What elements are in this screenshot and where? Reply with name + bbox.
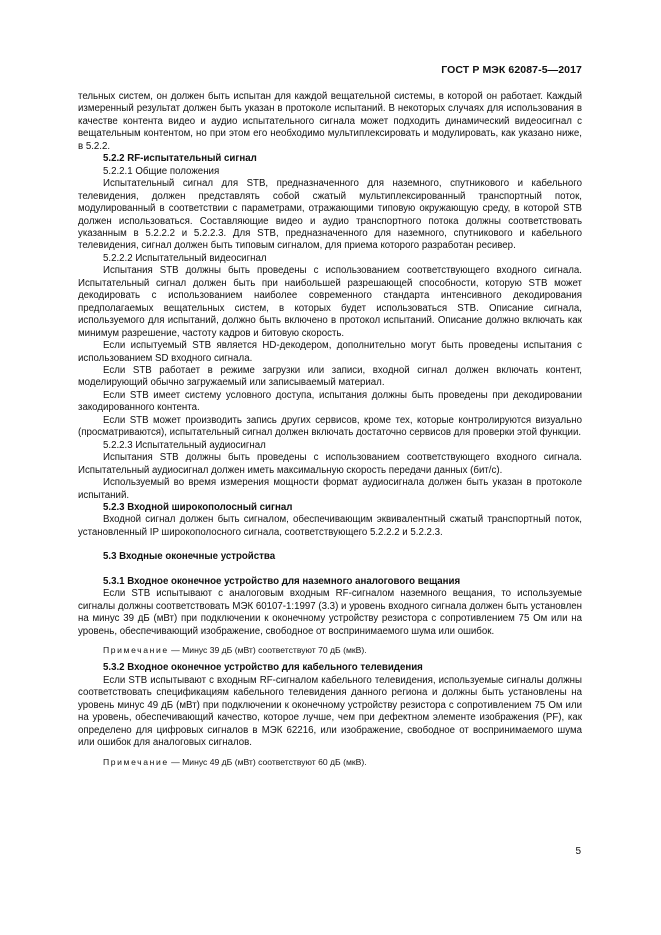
note-label: Примечание (103, 645, 169, 656)
subsection-heading-5-2-2-3: 5.2.2.3 Испытательный аудиосигнал (103, 439, 266, 451)
page-number: 5 (575, 846, 581, 857)
paragraph-record-services: Если STB может производить запись других сервисов, кроме тех, которые контролируются визуально (просматриваются), испытательный сигнал должен включать достаточно сервисов для проверки этой функции. (78, 414, 582, 439)
note-2 (78, 756, 582, 768)
subsection-heading-5-2-2-2: 5.2.2.2 Испытательный видеосигнал (103, 252, 267, 264)
note-text: Минус 39 дБ (мВт) соответствуют 70 дБ (мкВ). (182, 645, 367, 656)
paragraph-audio-format: Используемый во время измерения мощности формат аудиосигнала должен быть указан в протоколе испытаний. (78, 477, 582, 501)
note-dash: — (171, 645, 180, 656)
paragraph-cable-tv: Если STB испытывают с входным RF-сигналом кабельного телевидения, используемые сигналы должны соответствовать спецификациям кабельного телевидения данного региона и должны быть установлены на уровень минус 49 дБ (мВт) при подключении к оконечному устройству резистора с сопротивлением 75 Ом или на уровень, обеспечивающий качество, которое лучше, чем при дефектном элементе изображения (PF), как определено для цифровых сигналов в МЭК 62216, или изображение, свободное от воспринимаемого шума или ошибок для аналоговых сигналов. (78, 674, 582, 749)
section-heading-5-2-2: 5.2.2 RF-испытательный сигнал (103, 153, 257, 165)
subsection-heading-5-2-2-1: 5.2.2.1 Общие положения (103, 165, 220, 177)
paragraph-video-signal: Испытания STB должны быть проведены с использованием соответствующего входного сигнала. Испытательный сигнал должен быть при наибольшей разрешающей способности, которую STB может декодировать с использованием наиболее современного стандарта интенсивного декодирования предполагаемых вещательных систем, в которых будет использоваться STB. Описание сигнала, используемого для испытаний, должно быть включено в протокол испытаний. Описание должно включать как минимум разрешение, частоту кадров и битовую скорость. (78, 265, 582, 339)
note-1 (78, 644, 582, 656)
section-heading-5-3-2: 5.3.2 Входное оконечное устройство для кабельного телевидения (103, 662, 423, 674)
standard-designation: ГОСТ Р МЭК 62087-5—2017 (441, 64, 582, 76)
paragraph-download-record: Если STB работает в режиме загрузки или записи, входной сигнал должен включать контент, моделирующий обычно загружаемый или записываемый материал. (78, 364, 582, 389)
section-heading-5-3: 5.3 Входные оконечные устройства (103, 551, 276, 563)
note-label: Примечание (103, 756, 169, 767)
section-heading-5-3-1: 5.3.1 Входное оконечное устройство для наземного аналогового вещания (103, 575, 461, 587)
note-text: Минус 49 дБ (мВт) соответствуют 60 дБ (мкВ). (182, 756, 367, 767)
paragraph-audio-signal: Испытания STB должны быть проведены с использованием соответствующего входного сигнала. Испытательный аудиосигнал должен иметь максимальную скорость передачи данных (бит/с). (78, 452, 582, 476)
paragraph-continuation: тельных систем, он должен быть испытан для каждой вещательной системы, в которой он работает. Каждый измеренный результат должен быть указан в протоколе испытаний. В некоторых случаях для использования в качестве контента видео и аудио испытательного сигнала может подходить динамический видеосигнал с вещательным контентом, но при этом его необходимо мультиплексировать и модулировать, как указано ниже, в 5.2.2. (78, 91, 582, 152)
paragraph-broadband-signal: Входной сигнал должен быть сигналом, обеспечивающим эквивалентный сжатый транспортный поток, установленный IP широкополосного сигнала, соответствующего 5.2.2.2 и 5.2.2.3. (78, 514, 582, 538)
paragraph-general-provisions: Испытательный сигнал для STB, предназначенного для наземного, спутникового и кабельного телевидения, должен представлять собой сжатый мультиплексированный транспортный поток, модулированный в соответствии с параметрами, отражающими типовую окружающую среду, в которой STB должен использоваться. Составляющие видео и аудио транспортного потока должны соответствовать указанным в 5.2.2.2 и 5.2.2.3. Для STB, предназначенного для наземного, спутникового и кабельного телевидения, сигнал должен быть типовым сигналом, для приема которого разработан ресивер. (78, 178, 582, 252)
paragraph-terrestrial-analog: Если STB испытывают с аналоговым входным RF-сигналом наземного вещания, то используемые сигналы должны соответствовать МЭК 60107-1:1997 (3.3) и уровень входного сигнала должен быть установлен на минус 39 дБ (мВт) при подключении к оконечному устройству резистора с сопротивлением 75 Ом или на уровень, обеспечивающий изображение, свободное от воспринимаемого шума или ошибок. (78, 588, 582, 637)
note-dash: — (171, 756, 180, 767)
paragraph-hd-decoder: Если испытуемый STB является HD-декодером, дополнительно могут быть проведены испытания с использованием SD входного сигнала. (78, 340, 582, 364)
section-heading-5-2-3: 5.2.3 Входной широкополосный сигнал (103, 501, 293, 513)
page-body (78, 91, 582, 774)
paragraph-conditional-access: Если STB имеет систему условного доступа, испытания должны быть проведены при декодировании закодированного контента. (78, 389, 582, 414)
